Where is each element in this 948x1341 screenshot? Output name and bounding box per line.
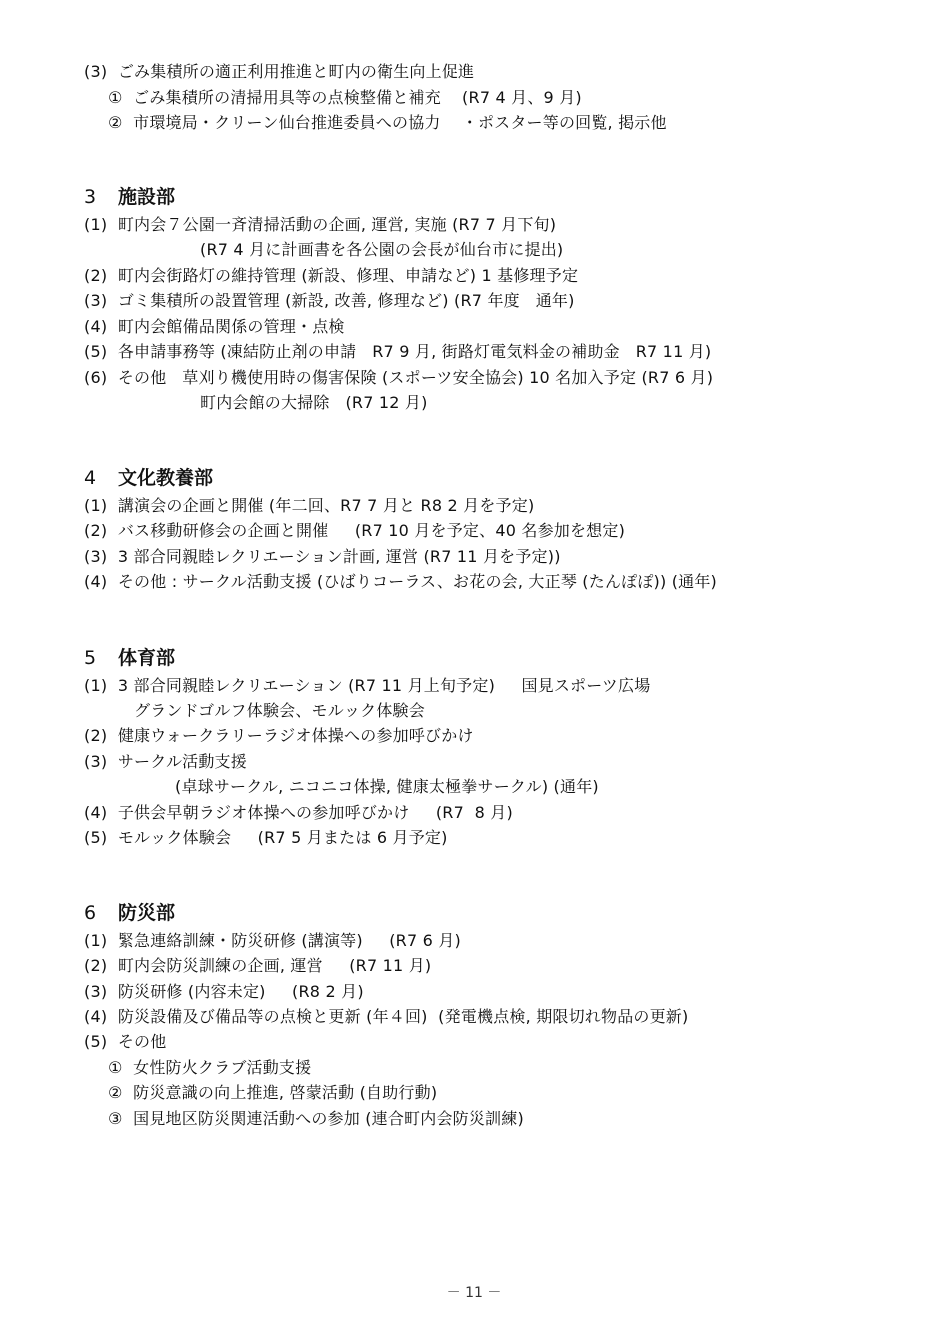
text-line: (3) 3 部合同親睦レクリエーション計画, 運営 (R7 11 月を予定))	[84, 547, 561, 566]
text-line: ① 女性防火クラブ活動支援	[108, 1058, 312, 1077]
section-title: 体育部	[118, 647, 176, 669]
section-number: 4	[84, 467, 97, 489]
text-line: (3) 防災研修 (内容未定) (R8 2 月)	[84, 982, 364, 1001]
text-line: グランドゴルフ体験会、モルック体験会	[134, 701, 425, 720]
section-title: 施設部	[118, 186, 176, 208]
section-title: 防災部	[118, 902, 176, 924]
text-line: (6) その他 草刈り機使用時の傷害保険 (スポーツ安全協会) 10 名加入予定 (R7 6 月)	[84, 368, 714, 387]
section-number: 5	[84, 647, 97, 669]
section-number: 3	[84, 186, 97, 208]
text-line: (2) 町内会防災訓練の企画, 運営 (R7 11 月)	[84, 956, 432, 975]
text-line: (卓球サークル, ニコニコ体操, 健康太極拳サークル) (通年)	[175, 777, 599, 796]
text-line: (1) 3 部合同親睦レクリエーション (R7 11 月上旬予定) 国見スポーツ広場	[84, 676, 651, 695]
text-line: ① ごみ集積所の清掃用具等の点検整備と補充 (R7 4 月、9 月)	[108, 88, 582, 107]
section-heading	[84, 901, 175, 925]
text-line: (4) 町内会館備品関係の管理・点検	[84, 317, 345, 336]
text-line: (2) バス移動研修会の企画と開催 (R7 10 月を予定、40 名参加を想定)	[84, 521, 626, 540]
text-line: (R7 4 月に計画書を各公園の会長が仙台市に提出)	[200, 240, 564, 259]
text-line: (3) ゴミ集積所の設置管理 (新設, 改善, 修理など) (R7 年度 通年)	[84, 291, 575, 310]
section-heading	[84, 646, 175, 670]
text-line: (2) 町内会街路灯の維持管理 (新設、修理、申請など) 1 基修理予定	[84, 266, 579, 285]
text-line: (1) 講演会の企画と開催 (年二回、R7 7 月と R8 2 月を予定)	[84, 496, 535, 515]
text-line: (5) 各申請事務等 (凍結防止剤の申請 R7 9 月, 街路灯電気料金の補助金 R7 11 月)	[84, 342, 712, 361]
text-line: (4) その他 : サークル活動支援 (ひばりコーラス、お花の会, 大正琴 (たんぽぽ)) (通年)	[84, 572, 718, 591]
text-line: (2) 健康ウォークラリーラジオ体操への参加呼びかけ	[84, 726, 474, 745]
text-line: ② 市環境局・クリーン仙台推進委員への協力 ・ポスター等の回覧, 掲示他	[108, 113, 667, 132]
section-heading	[84, 466, 213, 490]
text-line: ③ 国見地区防災関連活動への参加 (連合町内会防災訓練)	[108, 1109, 524, 1128]
text-line: (3) サークル活動支援	[84, 752, 247, 771]
text-line: (4) 防災設備及び備品等の点検と更新 (年４回) (発電機点検, 期限切れ物品の更新)	[84, 1007, 689, 1026]
text-line: (1) 町内会７公園一斉清掃活動の企画, 運営, 実施 (R7 7 月下旬)	[84, 215, 557, 234]
text-line: (5) その他	[84, 1032, 167, 1051]
text-line: 町内会館の大掃除 (R7 12 月)	[200, 393, 428, 412]
text-line: ② 防災意識の向上推進, 啓蒙活動 (自助行動)	[108, 1083, 438, 1102]
text-line: (1) 緊急連絡訓練・防災研修 (講演等) (R7 6 月)	[84, 931, 461, 950]
text-line: (5) モルック体験会 (R7 5 月または 6 月予定)	[84, 828, 448, 847]
page-number: － 11 －	[446, 1285, 502, 1301]
text-line: (4) 子供会早朝ラジオ体操への参加呼びかけ (R7 8 月)	[84, 803, 513, 822]
text-line: (3) ごみ集積所の適正利用推進と町内の衛生向上促進	[84, 62, 475, 81]
section-number: 6	[84, 902, 97, 924]
section-title: 文化教養部	[118, 467, 214, 489]
section-heading	[84, 185, 175, 209]
